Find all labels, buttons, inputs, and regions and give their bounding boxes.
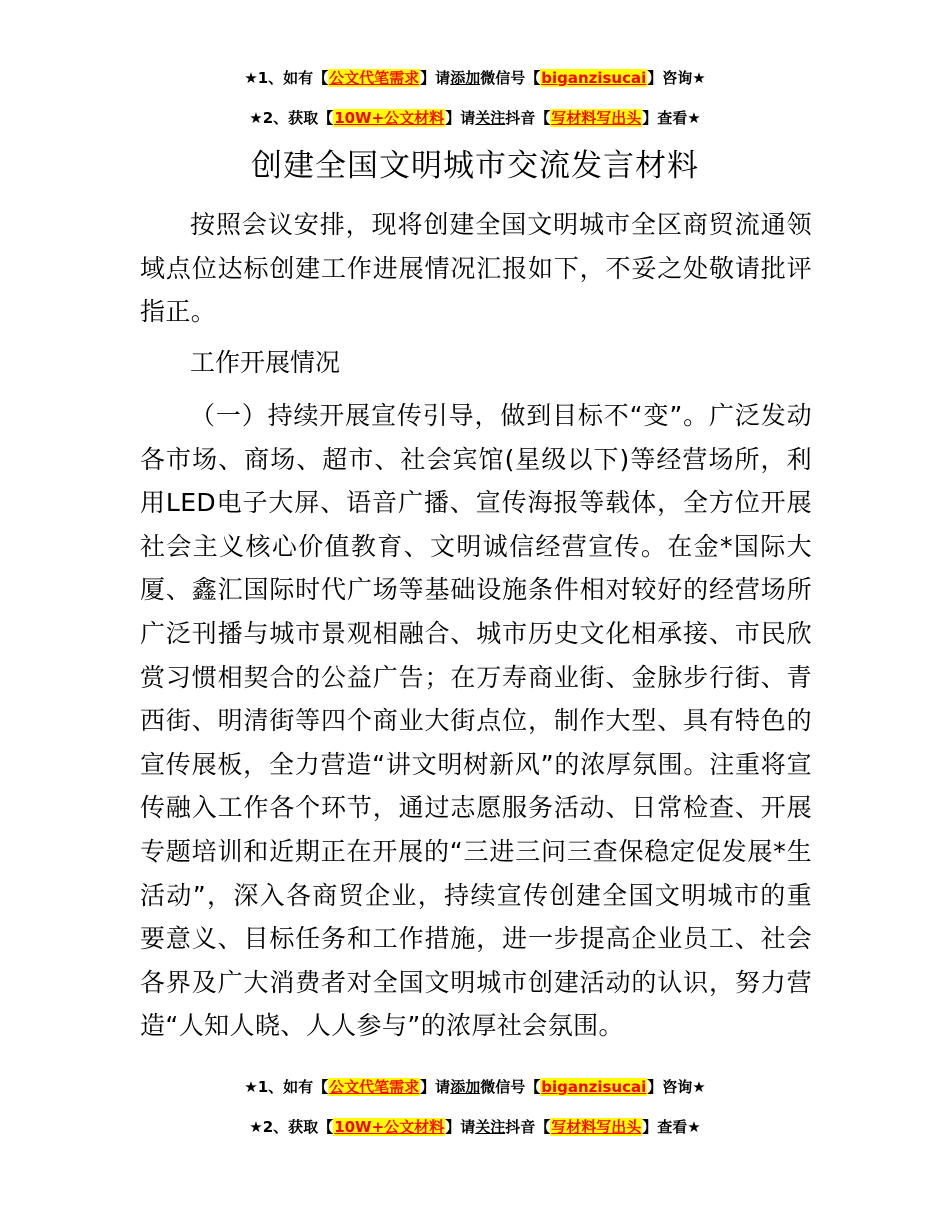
- intro-paragraph: 按照会议安排，现将创建全国文明城市全区商贸流通领域点位达标创建工作进展情况汇报如下，不妥之处敬请批评指正。: [140, 210, 812, 327]
- promo-text: 微信号【: [480, 1078, 541, 1096]
- promo-banner-bottom-1: [0, 1076, 950, 1098]
- promo-text: 】请: [445, 1118, 476, 1136]
- promo-underlined-action: 关注: [475, 109, 506, 127]
- promo-text: 微信号【: [480, 69, 541, 87]
- promo-text: 】请: [420, 1078, 451, 1096]
- promo-highlight-douyin-id: 写材料写出头: [551, 109, 642, 127]
- promo-text: 】请: [445, 109, 476, 127]
- section-heading: 工作开展情况: [190, 348, 341, 377]
- document-title: 创建全国文明城市交流发言材料: [251, 148, 699, 184]
- promo-text: 】请: [420, 69, 451, 87]
- promo-highlight-service: 公文代笔需求: [329, 1078, 420, 1096]
- promo-suffix: 】查看★: [642, 1118, 701, 1136]
- promo-highlight-douyin-id: 写材料写出头: [551, 1118, 642, 1136]
- promo-prefix: ★2、获取【: [249, 109, 334, 127]
- promo-underlined-action: 关注: [475, 1118, 506, 1136]
- promo-text: 抖音【: [505, 109, 551, 127]
- promo-text: 抖音【: [505, 1118, 551, 1136]
- body-paragraph: （一）持续开展宣传引导，做到目标不“变”。广泛发动各市场、商场、超市、社会宾馆(星级以下)等经营场所，利用LED电子大屏、语音广播、宣传海报等载体，全方位开展社会主义核心价值教育、文明诚信经营宣传。在金*国际大厦、鑫汇国际时代广场等基础设施条件相对较好的经营场所广泛刊播与城市景观相融合、城市历史文化相承接、市民欣赏习惯相契合的公益广告；在万寿商业街、金脉步行街、青西街、明清街等四个商业大街点位，制作大型、具有特色的宣传展板，全力营造“讲文明树新风”的浓厚氛围。注重将宣传融入工作各个环节，通过志愿服务活动、日常检查、开展专题培训和近期正在开展的“三进三问三查保稳定促发展*生活动”，深入各商贸企业，持续宣传创建全国文明城市的重要意义、目标任务和工作措施，进一步提高企业员工、社会各界及广大消费者对全国文明城市创建活动的认识，努力营造“人知人晓、人人参与”的浓厚社会氛围。: [140, 401, 812, 1041]
- promo-underlined-action: 添加: [450, 1078, 481, 1096]
- promo-highlight-service: 公文代笔需求: [329, 69, 420, 87]
- promo-banner-bottom-2: [0, 1116, 950, 1138]
- promo-highlight-materials: 10W+公文材料: [334, 109, 445, 127]
- promo-suffix: 】查看★: [642, 109, 701, 127]
- promo-banner-top-1: [0, 67, 950, 89]
- promo-prefix: ★1、如有【: [244, 1078, 329, 1096]
- promo-underlined-action: 添加: [450, 69, 481, 87]
- promo-highlight-materials: 10W+公文材料: [334, 1118, 445, 1136]
- promo-suffix: 】咨询★: [647, 69, 706, 87]
- promo-highlight-wechat-id: biganzisucai: [541, 1078, 647, 1096]
- promo-prefix: ★1、如有【: [244, 69, 329, 87]
- promo-suffix: 】咨询★: [647, 1078, 706, 1096]
- promo-prefix: ★2、获取【: [249, 1118, 334, 1136]
- promo-banner-top-2: [0, 107, 950, 129]
- promo-highlight-wechat-id: biganzisucai: [541, 69, 647, 87]
